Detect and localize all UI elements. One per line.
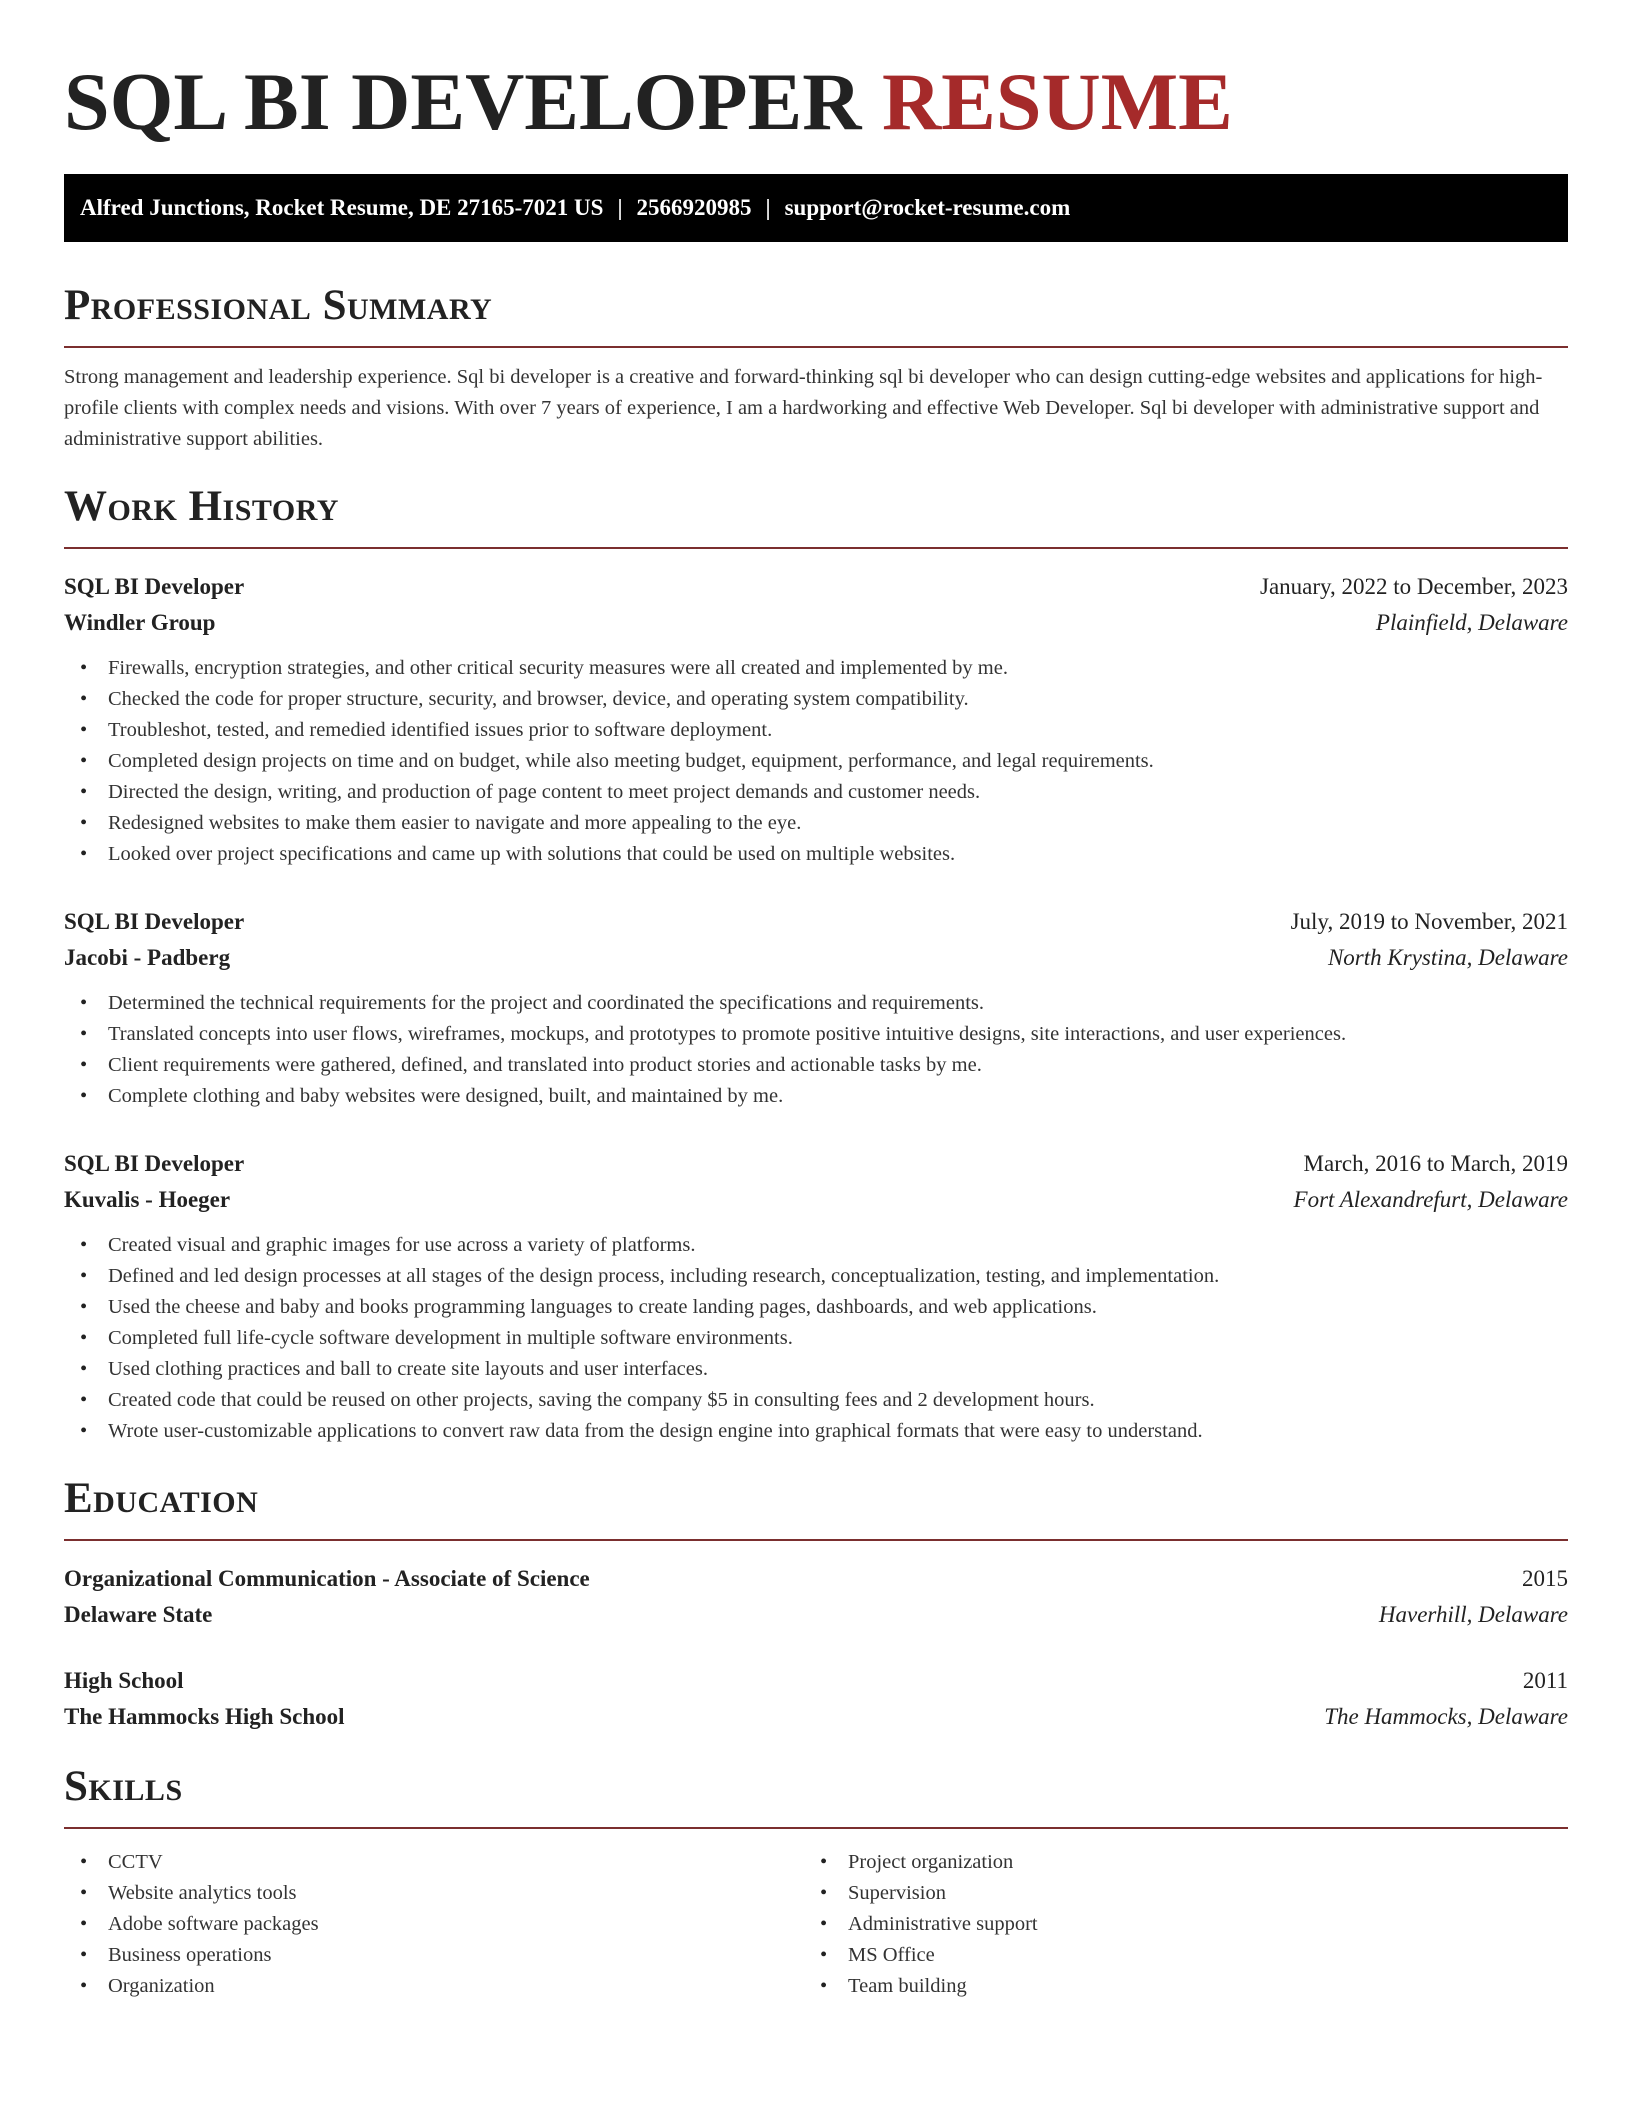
contact-phone[interactable]: 2566920985 — [636, 195, 752, 220]
education-year: 2011 — [1522, 1668, 1568, 1693]
skill-item: • MS Office — [804, 1940, 1544, 1971]
job-duties-list — [64, 653, 1568, 870]
job-header-row — [64, 904, 1568, 940]
job-title: SQL BI Developer — [64, 574, 245, 599]
job-company: Windler Group — [64, 610, 216, 635]
list-item: • Client requirements were gathered, defined, and translated into product stories and actionable tasks by me. — [64, 1050, 1568, 1081]
list-item: • Translated concepts into user flows, wireframes, mockups, and prototypes to promote positive intuitive designs, site interactions, and user experiences. — [64, 1019, 1568, 1050]
list-item: • Completed full life-cycle software development in multiple software environments. — [64, 1323, 1568, 1354]
education-section — [64, 1473, 1568, 1735]
job-duties-list — [64, 1230, 1568, 1447]
list-item: • Defined and led design processes at all stages of the design process, including research, conceptualization, testing, and implementation. — [64, 1261, 1568, 1292]
education-entry — [64, 1663, 1568, 1735]
title-main: SQL BI DEVELOPER — [64, 56, 862, 147]
section-divider — [64, 547, 1568, 549]
contact-bar — [64, 174, 1568, 242]
job-dates: July, 2019 to November, 2021 — [1290, 909, 1568, 934]
summary-section — [64, 280, 1568, 455]
section-heading-summary: Professional Summary — [64, 282, 493, 329]
job-company: Kuvalis - Hoeger — [64, 1187, 231, 1212]
list-item: • Firewalls, encryption strategies, and other critical security measures were all created and implemented by me. — [64, 653, 1568, 684]
list-item: • Troubleshot, tested, and remedied identified issues prior to software deployment. — [64, 715, 1568, 746]
job-entry — [64, 569, 1568, 870]
job-dates: March, 2016 to March, 2019 — [1303, 1151, 1568, 1176]
skill-item: • Project organization — [804, 1847, 1544, 1878]
section-heading-work-history: Work History — [64, 483, 339, 530]
list-item: • Used clothing practices and ball to create site layouts and user interfaces. — [64, 1354, 1568, 1385]
contact-separator: | — [617, 195, 623, 220]
job-location: Plainfield, Delaware — [1375, 610, 1568, 635]
skill-item: • Supervision — [804, 1878, 1544, 1909]
job-company-row — [64, 1182, 1568, 1218]
job-header-row — [64, 569, 1568, 605]
education-school-row — [64, 1699, 1568, 1735]
job-company-row — [64, 940, 1568, 976]
list-item: • Redesigned websites to make them easier to navigate and more appealing to the eye. — [64, 808, 1568, 839]
education-degree: High School — [64, 1668, 184, 1693]
section-heading-skills: Skills — [64, 1763, 183, 1810]
skill-item: • CCTV — [64, 1847, 804, 1878]
skill-item: • Team building — [804, 1971, 1544, 2002]
job-header-row — [64, 1146, 1568, 1182]
skill-item: • Website analytics tools — [64, 1878, 804, 1909]
section-divider — [64, 1827, 1568, 1829]
list-item: • Created code that could be reused on other projects, saving the company $5 in consulting fees and 2 development hours. — [64, 1385, 1568, 1416]
list-item: • Complete clothing and baby websites were designed, built, and maintained by me. — [64, 1081, 1568, 1112]
education-header-row — [64, 1663, 1568, 1699]
contact-address: Alfred Junctions, Rocket Resume, DE 27165-7021 US — [80, 195, 604, 220]
job-title: SQL BI Developer — [64, 1151, 245, 1176]
job-entry — [64, 904, 1568, 1112]
education-school: The Hammocks High School — [64, 1704, 345, 1729]
education-entry — [64, 1561, 1568, 1633]
skill-item: • Business operations — [64, 1940, 804, 1971]
list-item: • Checked the code for proper structure, security, and browser, device, and operating system compatibility. — [64, 684, 1568, 715]
contact-separator: | — [765, 195, 771, 220]
list-item: • Wrote user-customizable applications to convert raw data from the design engine into graphical formats that were easy to understand. — [64, 1416, 1568, 1447]
education-degree: Organizational Communication - Associate of Science — [64, 1566, 590, 1591]
skills-columns — [64, 1847, 1568, 2002]
section-divider — [64, 346, 1568, 348]
title-accent: RESUME — [881, 56, 1233, 147]
resume-title — [64, 56, 1568, 148]
education-school: Delaware State — [64, 1602, 213, 1627]
section-divider — [64, 1539, 1568, 1541]
list-item: • Completed design projects on time and on budget, while also meeting budget, equipment, performance, and legal requirements. — [64, 746, 1568, 777]
education-header-row — [64, 1561, 1568, 1597]
skill-item: • Administrative support — [804, 1909, 1544, 1940]
job-entry — [64, 1146, 1568, 1447]
job-company: Jacobi - Padberg — [64, 945, 231, 970]
job-dates: January, 2022 to December, 2023 — [1260, 574, 1568, 599]
skills-list-right — [804, 1847, 1544, 2002]
skills-list-left — [64, 1847, 804, 2002]
job-company-row — [64, 605, 1568, 641]
job-duties-list — [64, 988, 1568, 1112]
contact-email[interactable]: support@rocket-resume.com — [784, 195, 1071, 220]
list-item: • Used the cheese and baby and books programming languages to create landing pages, dashboards, and web applications. — [64, 1292, 1568, 1323]
job-title: SQL BI Developer — [64, 909, 245, 934]
resume-page — [64, 0, 1568, 2002]
job-location: Fort Alexandrefurt, Delaware — [1293, 1187, 1568, 1212]
skills-section — [64, 1761, 1568, 2002]
summary-text: Strong management and leadership experience. Sql bi developer is a creative and forward-thinking sql bi developer who can design cutting-edge websites and applications for high-profile clients with complex needs and visions. With over 7 years of experience, I am a hardworking and effective Web Developer. Sql bi developer with administrative support and administrative support abilities. — [64, 366, 1543, 450]
list-item: • Looked over project specifications and came up with solutions that could be used on multiple websites. — [64, 839, 1568, 870]
skill-item: • Organization — [64, 1971, 804, 2002]
education-year: 2015 — [1522, 1566, 1568, 1591]
education-location: Haverhill, Delaware — [1378, 1602, 1568, 1627]
list-item: • Directed the design, writing, and production of page content to meet project demands and customer needs. — [64, 777, 1568, 808]
section-heading-education: Education — [64, 1475, 259, 1522]
education-location: The Hammocks, Delaware — [1324, 1704, 1568, 1729]
education-school-row — [64, 1597, 1568, 1633]
list-item: • Created visual and graphic images for use across a variety of platforms. — [64, 1230, 1568, 1261]
work-history-section — [64, 481, 1568, 1447]
list-item: • Determined the technical requirements for the project and coordinated the specifications and requirements. — [64, 988, 1568, 1019]
skill-item: • Adobe software packages — [64, 1909, 804, 1940]
job-location: North Krystina, Delaware — [1327, 945, 1568, 970]
